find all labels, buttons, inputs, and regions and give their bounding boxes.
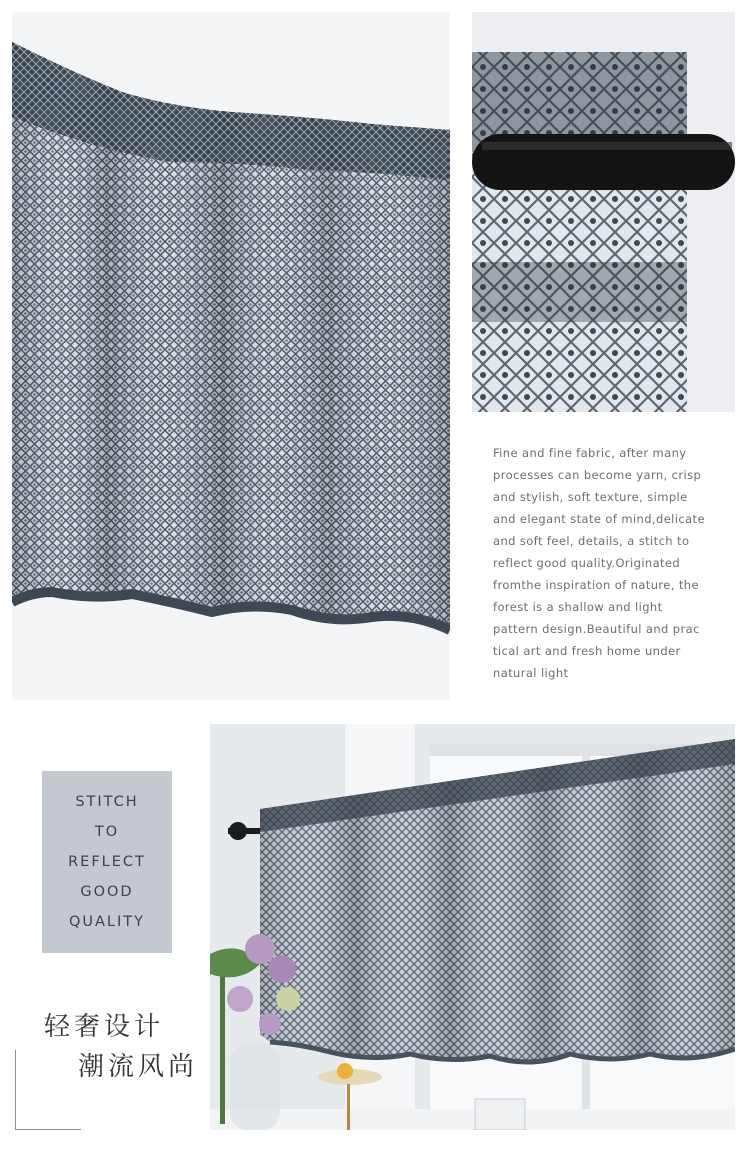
product-description <box>493 442 728 684</box>
feature-label-line: TO <box>94 824 120 840</box>
feature-label-box <box>42 771 172 953</box>
description-line: and stylish, soft texture, simple <box>493 490 688 504</box>
description-line: and soft feel, details, a stitch to <box>493 534 690 548</box>
description-line: and elegant state of mind,delicate <box>493 512 705 526</box>
rod-pocket-closeup-photo <box>472 12 735 412</box>
description-line: pattern design.Beautiful and prac <box>493 622 700 636</box>
description-line: natural light <box>493 666 569 680</box>
description-line: Fine and fine fabric, after many <box>493 446 687 460</box>
window-scene-photo <box>210 724 735 1130</box>
description-line: reflect good quality.Originated <box>493 556 681 570</box>
slogan-line-2: 潮流风尚 <box>78 1052 199 1082</box>
decorative-corner-vertical <box>15 1050 16 1130</box>
description-line: forest is a shallow and light <box>493 600 663 614</box>
feature-label-line: REFLECT <box>68 854 146 870</box>
decorative-corner-horizontal <box>15 1129 81 1130</box>
slogan-line-1: 轻奢设计 <box>44 1012 165 1042</box>
feature-label-line: GOOD <box>80 884 134 900</box>
curtain-photo-main <box>12 12 450 700</box>
feature-label-line: QUALITY <box>68 914 145 930</box>
description-line: tical art and fresh home under <box>493 644 681 658</box>
feature-label-line: STITCH <box>75 794 139 810</box>
description-line: fromthe inspiration of nature, the <box>493 578 699 592</box>
description-line: processes can become yarn, crisp <box>493 468 702 482</box>
